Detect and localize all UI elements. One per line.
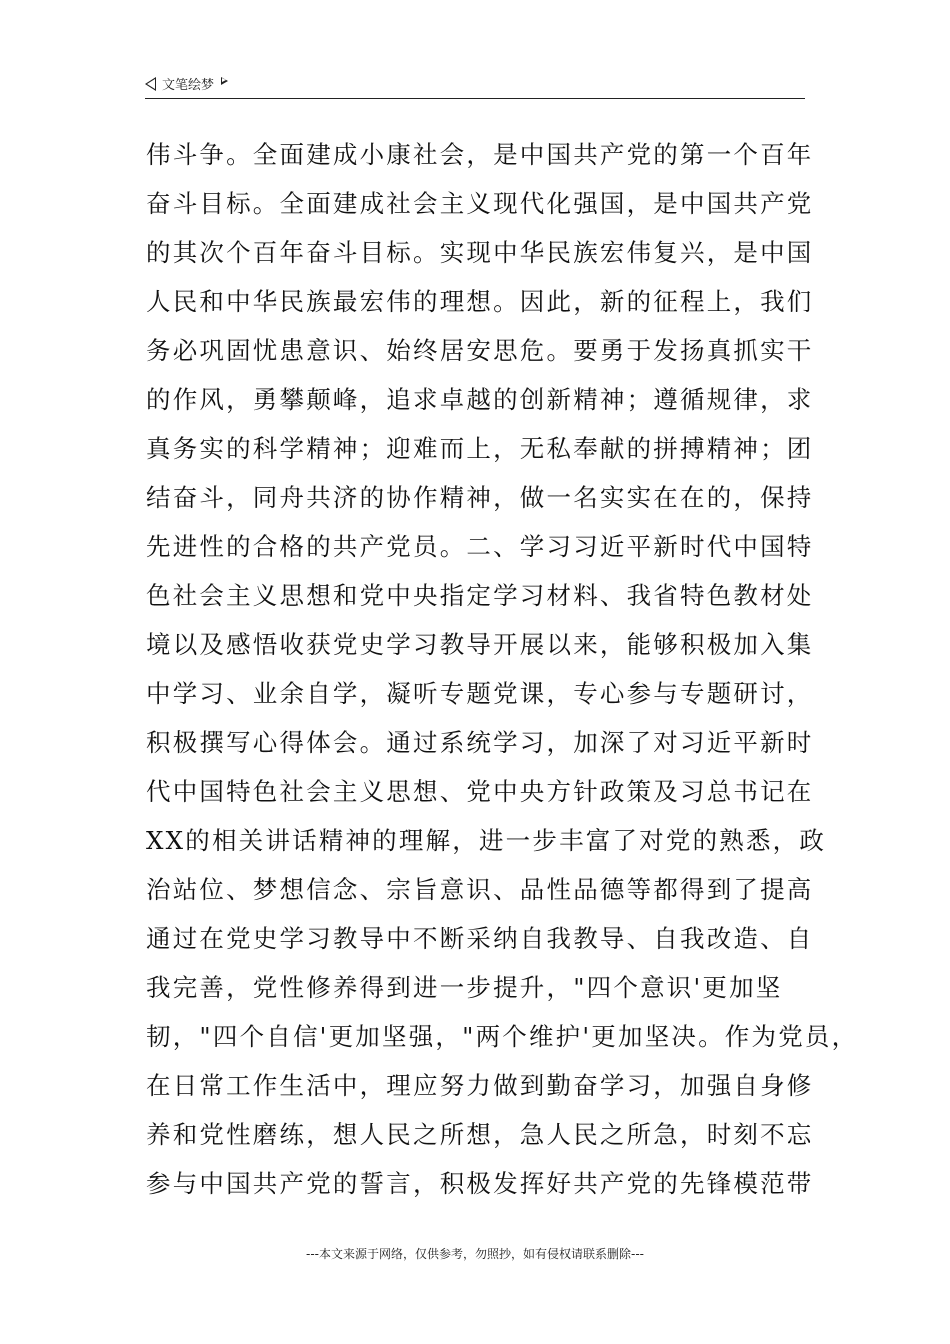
text-line: 在日常工作生活中，理应努力做到勤奋学习，加强自身修 (146, 1071, 814, 1100)
text-line: 境以及感悟收获党史学习教导开展以来，能够积极加入集 (146, 630, 814, 659)
text-line: 养和党性磨练，想人民之所想，急人民之所急，时刻不忘 (146, 1120, 814, 1149)
page-header (145, 72, 805, 99)
text-line: 真务实的科学精神；迎难而上，无私奉献的拼搏精神；团 (146, 434, 814, 463)
text-line: 人民和中华民族最宏伟的理想。因此，新的征程上，我们 (146, 287, 814, 316)
text-line: 结奋斗，同舟共济的协作精神，做一名实实在在的，保持 (146, 483, 814, 512)
text-line: 色社会主义思想和党中央指定学习材料、我省特色教材处 (146, 581, 814, 610)
text-line: 先进性的合格的共产党员。二、学习习近平新时代中国特 (146, 532, 814, 561)
text-line: 积极撰写心得体会。通过系统学习，加深了对习近平新时 (146, 728, 814, 757)
brand-name: 文笔绘梦 (162, 78, 215, 93)
text-line: 奋斗目标。全面建成社会主义现代化强国，是中国共产党 (146, 189, 814, 218)
text-line: 参与中国共产党的誓言，积极发挥好共产党的先锋模范带 (146, 1169, 814, 1198)
text-line: XX的相关讲话精神的理解，进一步丰富了对党的熟悉，政 (146, 826, 827, 855)
brand (145, 74, 228, 93)
text-line: 的作风，勇攀颠峰，追求卓越的创新精神；遵循规律，求 (146, 385, 814, 414)
text-line: 通过在党史学习教导中不断采纳自我教导、自我改造、自 (146, 924, 814, 953)
text-line: 务必巩固忧患意识、始终居安思危。要勇于发扬真抓实干 (146, 336, 814, 365)
text-line: 的其次个百年奋斗目标。实现中华民族宏伟复兴，是中国 (146, 238, 814, 267)
text-line: 我完善，党性修养得到进一步提升，"四个意识'更加坚 (146, 973, 783, 1002)
text-line: 治站位、梦想信念、宗旨意识、品性品德等都得到了提高 (146, 875, 814, 904)
text-line: 中学习、业余自学，凝听专题党课，专心参与专题研讨， (146, 679, 814, 708)
text-line: 代中国特色社会主义思想、党中央方针政策及习总书记在 (146, 777, 814, 806)
text-line: 伟斗争。全面建成小康社会，是中国共产党的第一个百年 (146, 140, 814, 169)
footer-disclaimer: ---本文来源于网络，仅供参考，勿照抄，如有侵权请联系删除--- (306, 1247, 644, 1261)
triangle-right-icon (221, 77, 228, 85)
document-body (146, 130, 859, 1208)
triangle-left-icon (145, 77, 156, 91)
text-line: 韧，"四个自信'更加坚强，"两个维护'更加坚决。作为党员， (146, 1022, 859, 1051)
